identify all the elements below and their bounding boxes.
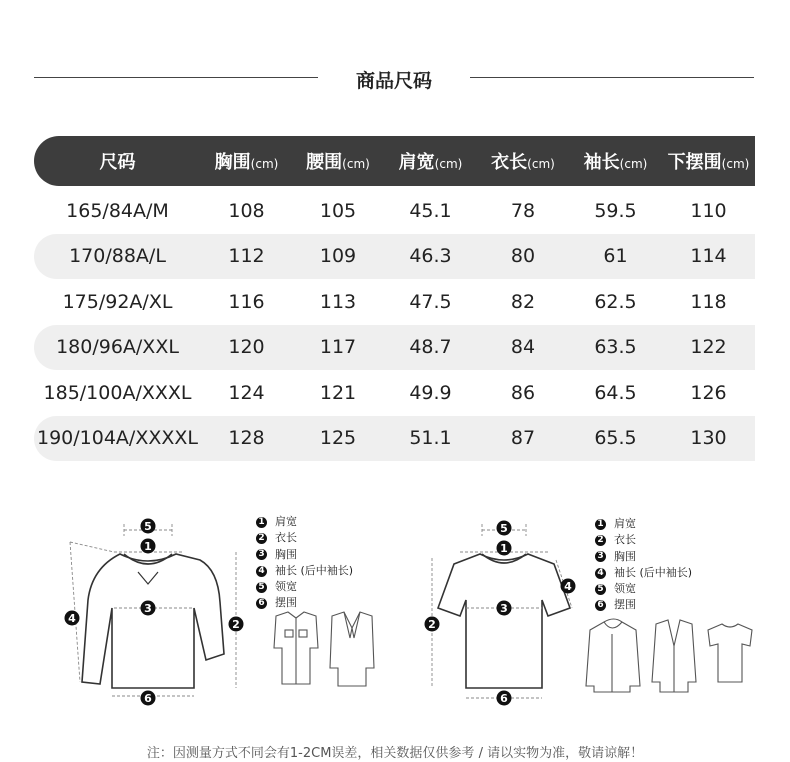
header-label: 肩宽 (398, 152, 435, 173)
size-cell: 170/88A/L (69, 245, 166, 268)
shoulder-cell: 48.7 (409, 336, 452, 359)
hem-cell: 110 (690, 199, 727, 222)
header-label: 胸围 (214, 152, 251, 173)
size-cell: 185/100A/XXXL (43, 381, 192, 404)
header-cell-hem (662, 148, 755, 174)
marker-5 (141, 519, 156, 534)
svg-text:6: 6 (144, 692, 152, 705)
header-unit: (cm) (721, 157, 750, 171)
title-divider-right (470, 77, 754, 78)
waist-cell: 109 (319, 245, 357, 268)
legend-label: 肩宽 (614, 517, 636, 530)
svg-text:3: 3 (144, 602, 152, 615)
header-cell-shoulder (384, 148, 477, 174)
hem-cell: 126 (690, 381, 727, 404)
shoulder-cell: 51.1 (409, 427, 452, 450)
tshirt-outline (438, 554, 570, 688)
header-unit: (cm) (434, 157, 463, 171)
marker-2 (425, 617, 440, 632)
size-cell: 190/104A/XXXXL (37, 427, 198, 450)
section-title-row (34, 60, 754, 96)
svg-text:5: 5 (500, 522, 508, 535)
legend-number-badge: 4 (256, 566, 267, 577)
svg-text:6: 6 (500, 692, 508, 705)
length-cell: 80 (510, 245, 536, 268)
legend-number-badge: 1 (256, 517, 267, 528)
shoulder-cell: 46.3 (409, 245, 452, 268)
legend-label: 领宽 (275, 580, 297, 594)
header-cell-chest (201, 148, 292, 174)
sleeve-cell: 62.5 (594, 290, 637, 313)
legend-number-badge: 1 (595, 519, 606, 530)
legend-label: 领宽 (614, 582, 636, 596)
length-cell: 82 (510, 290, 536, 313)
size-chart-table (34, 136, 755, 461)
header-unit: (cm) (250, 157, 279, 171)
legend-number-badge: 5 (595, 584, 606, 595)
sleeve-cell: 59.5 (594, 199, 637, 222)
marker-1 (141, 539, 156, 554)
blazer-icon (330, 612, 374, 686)
legend-label: 袖长 (后中袖长) (614, 565, 693, 579)
header-cell-waist (292, 148, 384, 174)
top-illustrations (584, 616, 754, 696)
measurement-legend-right (595, 516, 692, 614)
sweater-outline (82, 554, 224, 688)
legend-item (595, 565, 692, 581)
svg-text:4: 4 (564, 580, 572, 593)
header-cell-length (477, 148, 569, 174)
shoulder-cell: 47.5 (409, 290, 452, 313)
table-row (34, 325, 755, 371)
header-unit: (cm) (342, 157, 370, 171)
shoulder-cell: 49.9 (409, 381, 452, 404)
table-row (34, 279, 755, 325)
header-label: 尺码 (99, 152, 136, 173)
size-cell: 165/84A/M (66, 199, 169, 222)
svg-text:2: 2 (428, 618, 436, 631)
legend-number-badge: 3 (595, 551, 606, 562)
header-label: 衣长 (491, 152, 528, 173)
section-title: 商品尺码 (355, 70, 432, 92)
legend-item (595, 581, 692, 597)
marker-3 (497, 601, 512, 616)
table-row (34, 370, 755, 416)
svg-text:5: 5 (144, 520, 152, 533)
legend-item (595, 516, 692, 532)
legend-label: 衣长 (275, 531, 297, 545)
marker-6 (141, 691, 156, 706)
legend-label: 胸围 (275, 547, 297, 561)
header-cell-sleeve (569, 148, 662, 174)
legend-item (256, 547, 353, 563)
svg-text:1: 1 (144, 540, 152, 553)
waist-cell: 117 (319, 336, 357, 359)
tshirt-measurement-diagram (420, 512, 590, 712)
hem-cell: 130 (690, 427, 727, 450)
chest-cell: 112 (228, 245, 265, 268)
jacket-illustrations (258, 608, 378, 690)
waist-cell: 113 (319, 290, 357, 313)
waist-cell: 121 (319, 381, 357, 404)
sweater-raglan (138, 572, 158, 584)
length-cell: 87 (510, 427, 536, 450)
shoulder-cell: 45.1 (409, 199, 452, 222)
legend-item (595, 549, 692, 565)
title-divider-left (34, 77, 318, 78)
hem-cell: 114 (690, 245, 727, 268)
legend-number-badge: 2 (256, 533, 267, 544)
legend-number-badge: 5 (256, 582, 267, 593)
chest-cell: 128 (228, 427, 265, 450)
hem-cell: 122 (690, 336, 727, 359)
chest-cell: 124 (228, 381, 265, 404)
header-unit: (cm) (619, 157, 648, 171)
marker-3 (141, 601, 156, 616)
sweater-collar (124, 554, 172, 564)
waist-cell: 105 (319, 199, 357, 222)
table-row (34, 416, 755, 462)
measurement-legend-left (256, 514, 353, 612)
legend-item (595, 532, 692, 548)
length-cell: 86 (510, 381, 536, 404)
chest-cell: 116 (228, 290, 265, 313)
legend-number-badge: 6 (595, 600, 606, 611)
marker-1 (497, 541, 512, 556)
hoodie-icon (586, 619, 640, 692)
table-row (34, 234, 755, 280)
legend-label: 肩宽 (275, 515, 297, 528)
measurement-disclaimer: 注：因测量方式不同会有1-2CM误差，相关数据仅供参考 / 请以实物为准，敬请谅解！ (146, 746, 644, 761)
header-unit: (cm) (527, 157, 555, 171)
header-cell-size (34, 148, 201, 174)
legend-number-badge: 2 (595, 535, 606, 546)
marker-6 (497, 691, 512, 706)
legend-item (595, 597, 692, 613)
marker-4 (65, 611, 80, 626)
header-label: 下摆围 (667, 152, 722, 173)
chest-cell: 108 (228, 199, 265, 222)
table-row (34, 188, 755, 234)
size-cell: 180/96A/XXL (56, 336, 179, 359)
chest-cell: 120 (228, 336, 265, 359)
svg-text:2: 2 (232, 618, 240, 631)
legend-item (256, 563, 353, 579)
marker-5 (497, 521, 512, 536)
legend-label: 袖长 (后中袖长) (275, 563, 354, 577)
sleeve-cell: 61 (603, 245, 628, 268)
legend-label: 胸围 (614, 549, 636, 563)
sweater-measurement-diagram (60, 512, 250, 712)
sleeve-cell: 63.5 (594, 336, 637, 359)
legend-label: 摆围 (614, 598, 636, 612)
marker-4 (561, 579, 576, 594)
header-label: 腰围 (306, 152, 343, 173)
table-header-row (34, 136, 755, 186)
legend-item (256, 579, 353, 595)
hem-cell: 118 (690, 290, 727, 313)
svg-text:1: 1 (500, 542, 508, 555)
legend-label: 衣长 (614, 533, 636, 547)
legend-number-badge: 3 (256, 549, 267, 560)
length-cell: 78 (510, 199, 536, 222)
header-label: 袖长 (583, 152, 620, 173)
length-cell: 84 (510, 336, 536, 359)
svg-text:4: 4 (68, 612, 76, 625)
size-cell: 175/92A/XL (62, 290, 173, 313)
sleeve-cell: 65.5 (594, 427, 637, 450)
waist-cell: 125 (319, 427, 357, 450)
legend-item (256, 530, 353, 546)
legend-label: 摆围 (275, 596, 297, 610)
marker-2 (229, 617, 244, 632)
legend-item (256, 514, 353, 530)
sleeve-cell: 64.5 (594, 381, 637, 404)
svg-text:3: 3 (500, 602, 508, 615)
legend-number-badge: 4 (595, 568, 606, 579)
legend-number-badge: 6 (256, 598, 267, 609)
tshirt-small-icon (708, 624, 752, 682)
